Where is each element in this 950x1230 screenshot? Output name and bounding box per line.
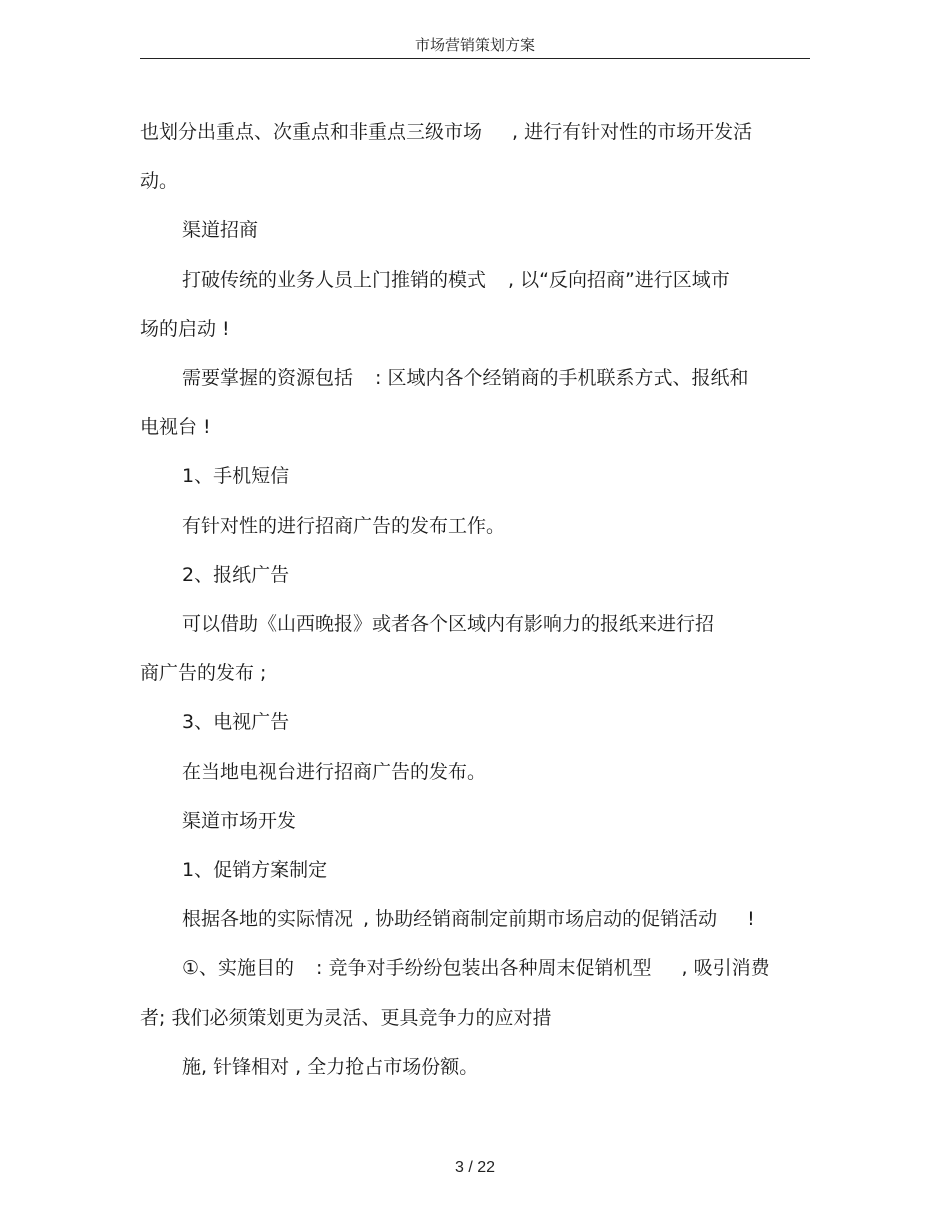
text-segment: , 吸引消费 bbox=[681, 957, 770, 980]
text-segment: , 以“反向招商”进行区域市 bbox=[508, 268, 730, 291]
item-text-tv: 在当地电视台进行招商广告的发布。 bbox=[182, 760, 487, 783]
text-segment: 打破传统的业务人员上门推销的模式 bbox=[182, 268, 487, 291]
subsection-title-promotion: 1、促销方案制定 bbox=[182, 859, 328, 882]
paragraph-tiered-markets bbox=[140, 108, 810, 157]
page-number: 3 / 22 bbox=[454, 1159, 496, 1176]
item-title-tv: 3、电视广告 bbox=[182, 711, 290, 734]
paragraph-continuation: 动。 bbox=[140, 170, 179, 193]
item-text-newspaper: 可以借助《山西晚报》或者各个区域内有影响力的报纸来进行招 bbox=[182, 613, 715, 636]
text-segment: , 进行有针对性的市场开发活 bbox=[512, 121, 753, 143]
item-title-newspaper: 2、报纸广告 bbox=[182, 563, 290, 586]
paragraph-continuation: 商广告的发布 ; bbox=[140, 662, 267, 685]
paragraph-promotion bbox=[140, 895, 810, 944]
section-heading-channel-invest: 渠道招商 bbox=[182, 219, 259, 242]
text-segment: 根据各地的实际情况 bbox=[182, 908, 354, 931]
paragraph-purpose bbox=[140, 944, 810, 993]
item-title-sms: 1、手机短信 bbox=[182, 465, 290, 488]
text-segment: , 协助经销商制定前期市场启动的促销活动 bbox=[363, 908, 718, 931]
paragraph-continuation: 电视台 ! bbox=[140, 416, 211, 439]
paragraph-resources bbox=[140, 354, 810, 403]
text-segment: 需要掌握的资源包括 bbox=[182, 367, 354, 390]
paragraph-continuation: 者; 我们必须策划更为灵活、更具竞争力的应对措 bbox=[140, 1006, 552, 1029]
text-segment: : 竞争对手纷纷包装出各种周末促销机型 bbox=[316, 957, 652, 980]
document-body bbox=[140, 108, 810, 1092]
text-segment: : 区域内各个经销商的手机联系方式、报纸和 bbox=[375, 367, 749, 390]
page-header: 市场营销策划方案 bbox=[140, 34, 810, 59]
text-segment: ①、实施目的 bbox=[182, 957, 295, 980]
section-heading-channel-market: 渠道市场开发 bbox=[182, 809, 297, 832]
paragraph-reverse-invest bbox=[140, 256, 810, 305]
paragraph-continuation: 施, 针锋相对 , 全力抢占市场份额。 bbox=[182, 1055, 479, 1078]
text-segment: 也划分出重点、次重点和非重点三级市场 bbox=[140, 121, 483, 143]
item-text-sms: 有针对性的进行招商广告的发布工作。 bbox=[182, 514, 506, 537]
text-segment: ! bbox=[747, 908, 755, 931]
paragraph-continuation: 场的启动 ! bbox=[140, 317, 230, 340]
